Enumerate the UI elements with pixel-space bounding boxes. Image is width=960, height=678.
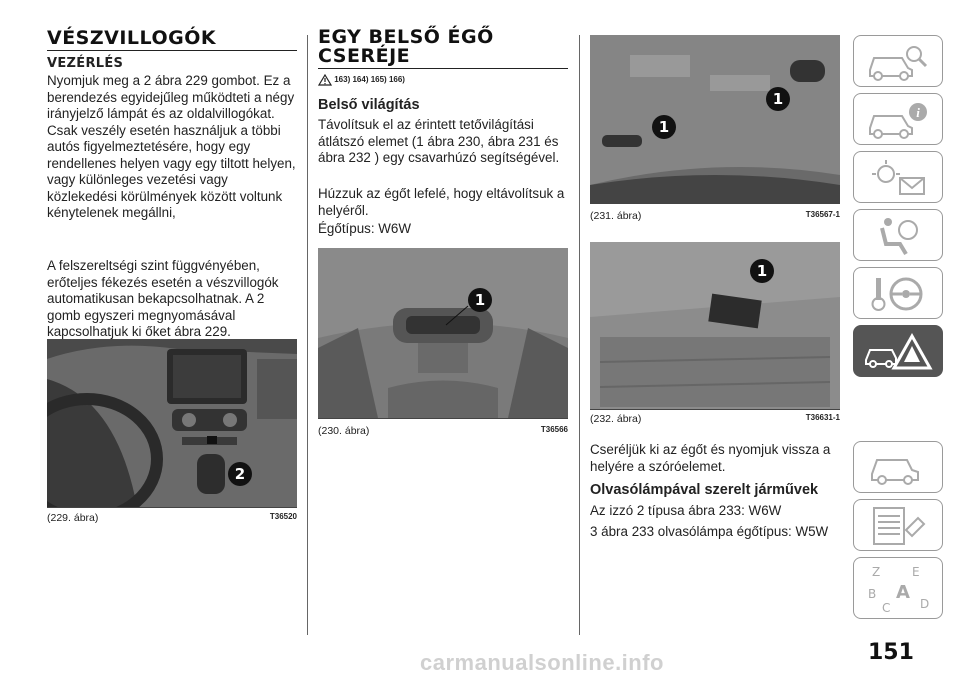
column-divider	[307, 35, 308, 635]
tab-car-info[interactable]	[853, 93, 943, 145]
callout-1-fig231a: 1	[766, 87, 790, 111]
bulb-type-3: 3 ábra 233 olvasólámpa égőtípus: W5W	[590, 524, 829, 539]
figure-231-caption: (231. ábra)	[590, 210, 642, 222]
hazard-paragraph-1: Nyomjuk meg a 2 ábra 229 gombot. Ez a berendezés egyidejűleg működteti a négy irányjelző lámpát és az oldalvillogókat. Csak veszély esetén használjuk a többi autós figyelmeztetésére, hogy egy rendellenes helyen vagy egy tiltott helyen, vagy különleges vezetési vagy közlekedési körülmények között voltunk kénytelenek megállni,	[47, 73, 296, 220]
hazard-paragraph-2: A felszereltségi szint függvényében, erőteljes fékezés esetén a vészvillogók automatikusan bekapcsolhatnak. A 2 gomb egyszeri megnyomásával kapcsolhatjuk ki őket ábra 229.	[47, 258, 279, 339]
heading-reading-lamp: Olvasólámpával szerelt járművek	[590, 482, 819, 498]
figure-230-caption: (230. ábra)	[318, 425, 370, 437]
svg-text:i: i	[916, 105, 920, 120]
callout-2: 2	[228, 462, 252, 486]
callout-1-fig232: 1	[750, 259, 774, 283]
dashboard-illustration	[47, 339, 297, 507]
car-warning-icon	[862, 330, 934, 374]
car-search-icon	[862, 40, 934, 84]
figure-230-code: T36566	[540, 425, 568, 434]
svg-text:B: B	[868, 587, 877, 601]
subtitle-controls: VEZÉRLÉS	[47, 56, 124, 71]
van-ceiling-illustration	[590, 35, 840, 203]
title-wrap	[47, 28, 297, 51]
bulb-paragraph-2: Húzzuk az égőt lefelé, hogy eltávolítsuk a helyéről.	[318, 186, 565, 218]
bulb-type-2: Az izzó 2 típusa ábra 233: W6W	[590, 503, 782, 518]
cargo-light-illustration	[590, 242, 840, 409]
title-wrap-2	[318, 28, 568, 69]
steering-key-icon	[862, 272, 934, 316]
figure-229-caption: (229. ábra)	[47, 512, 99, 524]
svg-text:E: E	[912, 565, 920, 579]
alphabet-index-icon	[862, 562, 934, 616]
dashboard-lights-icon	[862, 156, 934, 200]
tab-alphabet-index[interactable]	[853, 557, 943, 619]
figure-231-code: T36567-1	[805, 210, 840, 219]
bulb-type: Égőtípus: W6W	[318, 221, 412, 236]
car-info-icon	[862, 98, 934, 142]
ceiling-light-illustration	[318, 248, 568, 418]
callout-1: 1	[468, 288, 492, 312]
tab-car-warning[interactable]	[853, 325, 943, 377]
figure-229-code: T36520	[269, 512, 297, 521]
warning-refs	[318, 74, 405, 86]
bulb-paragraph-1: Távolítsuk el az érintett tetővilágítási átlátszó elemet (1 ábra 230, ábra 231 és ábra 232 ) egy csavarhúzó segítségével.	[318, 117, 560, 165]
tab-seat-airbag[interactable]	[853, 209, 943, 261]
figure-231-image	[590, 35, 840, 204]
tab-specifications[interactable]	[853, 499, 943, 551]
figure-230-image	[318, 248, 568, 419]
watermark: carmanualsonline.info	[420, 650, 664, 675]
specifications-list-icon	[862, 504, 934, 548]
seat-airbag-icon	[862, 214, 934, 258]
figure-229-image	[47, 339, 297, 508]
car-service-icon	[862, 446, 934, 490]
page-number: 151	[868, 640, 914, 665]
section-title-bulb: EGY BELSŐ ÉGŐ CSERÉJE	[318, 26, 494, 67]
tab-car-service[interactable]	[853, 441, 943, 493]
tab-steering-key[interactable]	[853, 267, 943, 319]
svg-text:A: A	[896, 582, 910, 603]
heading-interior-light: Belső világítás	[318, 97, 420, 113]
svg-text:Z: Z	[872, 565, 881, 579]
refs-text: 163) 164) 165) 166)	[334, 75, 405, 85]
figure-232-image	[590, 242, 840, 410]
warning-triangle-icon	[318, 74, 332, 86]
section-title-hazard: VÉSZVILLOGÓK	[47, 27, 217, 49]
svg-text:C: C	[882, 601, 891, 615]
figure-232-caption: (232. ábra)	[590, 413, 642, 425]
figure-232-code: T36631-1	[805, 413, 840, 422]
tab-dashboard-lights[interactable]	[853, 151, 943, 203]
callout-1-fig231b: 1	[652, 115, 676, 139]
tab-car-search[interactable]	[853, 35, 943, 87]
replace-paragraph: Cseréljük ki az égőt és nyomjuk vissza a helyére a szóróelemet.	[590, 442, 831, 474]
column-divider-2	[579, 35, 580, 635]
svg-text:D: D	[920, 597, 930, 611]
